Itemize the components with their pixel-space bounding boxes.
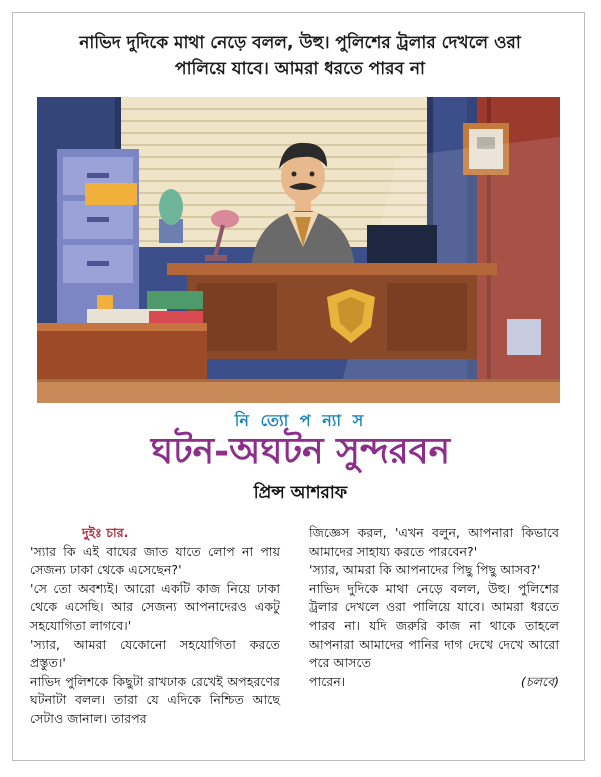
- pull-quote: [40, 30, 560, 82]
- continued-marker: (চলবে): [520, 673, 559, 689]
- final-line: [309, 673, 559, 692]
- series-label: নি ত্যো প ন্যা স: [234, 411, 367, 430]
- article-column-right: [309, 524, 559, 691]
- paragraph: 'স্যার, আমরা যেকোনো সহযোগিতা করতে প্রস্তুত।': [30, 636, 280, 671]
- pull-quote-line-1: নাভিদ দুদিকে মাথা নেড়ে বলল, উহু। পুলিশের ট্রলার দেখলে ওরা: [79, 33, 521, 53]
- paragraph: নাভিদ পুলিশকে কিছুটা রাখঢাক রেখেই অপহরণের ঘটনাটা বলল। তারা যে এদিকে নিশ্চিত আছে সেটাও জানাল। তারপর: [30, 673, 280, 726]
- final-line-text: পারেন।: [309, 673, 346, 689]
- story-title: ঘটন-অঘটন সুন্দরবন: [150, 430, 451, 472]
- paragraph: নাভিদ দুদিকে মাথা নেড়ে বলল, উহু। পুলিশের ট্রলার দেখলে ওরা পালিয়ে যাবে। আমরা ধরতে পারব না। যদি জরুরি কাজ না থাকে তাহলে আপনারা আমাদের পানির দাগ দেখে দেখে আরো পরে আসতে: [309, 580, 559, 671]
- illustration-police-office: [37, 97, 560, 403]
- plant-icon: [159, 189, 183, 243]
- author-name: প্রিন্স আশরাফ: [253, 483, 348, 503]
- paragraph: 'সে তো অবশ্যই। আরো একটি কাজ নিয়ে ঢাকা থেকে এসেছি। আর সেজন্য আপনাদেরও একটু সহযোগিতা লাগবে।': [30, 580, 280, 633]
- article-column-left: [30, 524, 280, 729]
- pull-quote-line-2: পালিয়ে যাবে। আমরা ধরতে পারব না: [175, 59, 425, 79]
- paragraph: 'স্যার কি এই বাঘের জাত যাতে লোপ না পায় সেজন্য ঢাকা থেকে এসেছেন?': [30, 543, 280, 578]
- paragraph: 'স্যার, আমরা কি আপনাদের পিছু পিছু আসব?': [309, 562, 541, 578]
- chapter-heading: দুইঃ চার.: [82, 525, 129, 540]
- paragraph: জিজ্ঞেস করল, 'এখন বলুন, আপনারা কিভাবে আমাদের সাহায্য করতে পারবেন?': [309, 525, 559, 559]
